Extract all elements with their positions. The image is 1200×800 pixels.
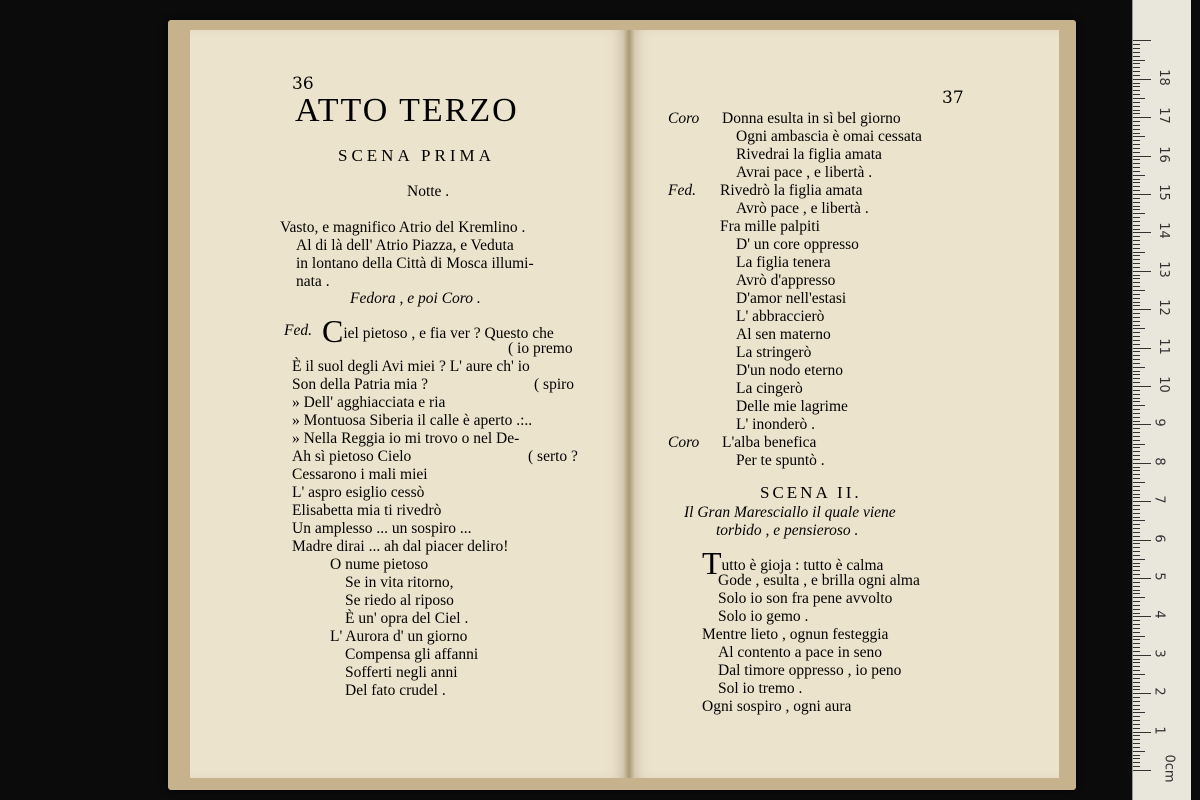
ruler-tick <box>1133 225 1140 226</box>
ruler-number: 3 <box>1151 649 1167 658</box>
ruler-tick <box>1133 758 1140 759</box>
ruler-tick <box>1133 374 1140 375</box>
ruler-tick <box>1133 474 1140 475</box>
ruler-tick <box>1133 655 1151 656</box>
verse-text: iel pietoso , e fia ver ? Questo che <box>343 325 554 342</box>
ruler-tick <box>1133 609 1140 610</box>
stage-time: Notte . <box>407 183 450 200</box>
ruler-tick <box>1133 762 1140 763</box>
ruler-tick <box>1133 259 1140 260</box>
verse-line: Avrai pace , e libertà . <box>736 164 873 181</box>
ruler-tick <box>1133 129 1140 130</box>
ruler-tick <box>1133 209 1140 210</box>
verse-line: O nume pietoso <box>330 556 429 573</box>
ruler-tick <box>1133 217 1140 218</box>
verse-line: Rivedrai la figlia amata <box>736 146 882 163</box>
verse-line: Elisabetta mia ti rivedrò <box>292 502 442 519</box>
ruler-tick <box>1133 486 1140 487</box>
ruler-tick <box>1133 482 1145 483</box>
ruler-tick <box>1133 198 1140 199</box>
verse-line: » Montuosa Siberia il calle è aperto .:.. <box>292 412 533 429</box>
verse-line: Donna esulta in sì bel giorno <box>722 110 901 127</box>
verse-line: Cessarono i mali miei <box>292 466 428 483</box>
verse-text: utto è gioja : tutto è calma <box>721 557 884 574</box>
ruler-tick <box>1133 298 1140 299</box>
ruler-tick <box>1133 390 1140 391</box>
ruler-tick <box>1133 179 1140 180</box>
ruler-tick <box>1133 163 1140 164</box>
verse-line: Avrò pace , e libertà . <box>736 200 869 217</box>
ruler-tick <box>1133 686 1140 687</box>
verse-line: » Dell' agghiacciata e ria <box>292 394 446 411</box>
ruler-tick <box>1133 48 1140 49</box>
ruler-tick <box>1133 662 1140 663</box>
ruler-tick <box>1133 467 1140 468</box>
stage-direction-line: Al di là dell' Atrio Piazza, e Veduta <box>296 237 514 254</box>
ruler-tick <box>1133 643 1140 644</box>
drop-cap: T <box>702 545 722 581</box>
ruler-tick <box>1133 444 1145 445</box>
ruler-tick <box>1133 63 1140 64</box>
ruler-number: 12 <box>1155 299 1171 316</box>
ruler-number: 15 <box>1155 184 1171 201</box>
ruler-tick <box>1133 712 1145 713</box>
ruler-tick <box>1133 125 1140 126</box>
ruler-number: 0cm <box>1161 754 1177 783</box>
ruler-tick <box>1133 248 1140 249</box>
ruler-tick <box>1133 582 1140 583</box>
ruler-tick <box>1133 194 1151 195</box>
ruler-tick <box>1133 447 1140 448</box>
ruler-tick <box>1133 766 1140 767</box>
ruler-number: 18 <box>1155 69 1171 86</box>
ruler-tick <box>1133 632 1140 633</box>
ruler-tick <box>1133 148 1140 149</box>
ruler-tick <box>1133 497 1140 498</box>
ruler-tick <box>1133 278 1140 279</box>
ruler-number: 2 <box>1151 687 1167 696</box>
characters-line: Fedora , e poi Coro . <box>350 290 481 307</box>
ruler-tick <box>1133 620 1140 621</box>
ruler-number: 7 <box>1151 495 1167 504</box>
scene-title: SCENA PRIMA <box>338 146 495 165</box>
ruler-tick <box>1133 213 1145 214</box>
ruler-tick <box>1133 555 1140 556</box>
ruler-tick <box>1133 543 1140 544</box>
ruler-tick <box>1133 636 1145 637</box>
ruler-tick <box>1133 647 1140 648</box>
act-title: ATTO TERZO <box>295 92 519 129</box>
verse-line: La figlia tenera <box>736 254 831 271</box>
ruler-tick <box>1133 56 1140 57</box>
verse-line: Sol io tremo . <box>718 680 803 697</box>
speaker-label: Fed. <box>668 182 696 199</box>
ruler-tick <box>1133 252 1145 253</box>
ruler-tick <box>1133 351 1140 352</box>
ruler-tick <box>1133 90 1140 91</box>
ruler-tick <box>1133 152 1140 153</box>
ruler-tick <box>1133 682 1140 683</box>
speaker-label: Coro <box>668 434 700 451</box>
ruler-tick <box>1133 232 1151 233</box>
verse-line: Madre dirai ... ah dal piacer deliro! <box>292 538 509 555</box>
measurement-ruler <box>1132 0 1191 800</box>
ruler-tick <box>1133 417 1140 418</box>
ruler-tick <box>1133 578 1151 579</box>
ruler-tick <box>1133 524 1140 525</box>
verse-line: L' Aurora d' un giorno <box>330 628 468 645</box>
verse-line: D' un core oppresso <box>736 236 859 253</box>
ruler-tick <box>1133 494 1140 495</box>
ruler-tick <box>1133 140 1140 141</box>
ruler-tick <box>1133 709 1140 710</box>
ruler-tick <box>1133 71 1140 72</box>
ruler-tick <box>1133 98 1145 99</box>
ruler-tick <box>1133 432 1140 433</box>
ruler-tick <box>1133 110 1140 111</box>
ruler-tick <box>1133 332 1140 333</box>
ruler-tick <box>1133 186 1140 187</box>
verse-line: Un amplesso ... un sospiro ... <box>292 520 472 537</box>
ruler-tick <box>1133 436 1140 437</box>
verse-line: ( io premo <box>508 340 573 357</box>
verse-line: Gode , esulta , e brilla ogni alma <box>718 572 920 589</box>
ruler-tick <box>1133 271 1151 272</box>
ruler-tick <box>1133 263 1140 264</box>
ruler-tick <box>1133 513 1140 514</box>
ruler-tick <box>1133 83 1140 84</box>
ruler-tick <box>1133 455 1140 456</box>
ruler-tick <box>1133 421 1140 422</box>
ruler-tick <box>1133 267 1140 268</box>
speaker-label: Fed. <box>284 322 312 339</box>
ruler-tick <box>1133 182 1140 183</box>
stage-direction-line: Il Gran Maresciallo il quale viene <box>684 504 896 521</box>
ruler-tick <box>1133 348 1151 349</box>
ruler-tick <box>1133 616 1151 617</box>
verse-line: La cingerò <box>736 380 803 397</box>
ruler-tick <box>1133 701 1140 702</box>
ruler-tick <box>1133 440 1140 441</box>
book-gutter <box>624 30 634 778</box>
ruler-tick <box>1133 520 1145 521</box>
verse-line: L'alba benefica <box>722 434 817 451</box>
ruler-tick <box>1133 344 1140 345</box>
ruler-tick <box>1133 394 1140 395</box>
ruler-tick <box>1133 590 1140 591</box>
stage-direction-line: torbido , e pensieroso . <box>716 522 859 539</box>
ruler-tick <box>1133 613 1140 614</box>
ruler-tick <box>1133 559 1145 560</box>
verse-line: Son della Patria mia ? <box>292 376 429 393</box>
ruler-tick <box>1133 282 1140 283</box>
verse-line: Se riedo al riposo <box>345 592 454 609</box>
verse-line: Mentre lieto , ognun festeggia <box>702 626 889 643</box>
ruler-tick <box>1133 102 1140 103</box>
ruler-tick <box>1133 574 1140 575</box>
ruler-tick <box>1133 743 1140 744</box>
verse-line: Avrò d'appresso <box>736 272 836 289</box>
stage-direction-line: in lontano della Città di Mosca illumi- <box>296 255 534 272</box>
ruler-tick <box>1133 509 1140 510</box>
ruler-tick <box>1133 478 1140 479</box>
ruler-tick <box>1133 728 1140 729</box>
ruler-tick <box>1133 566 1140 567</box>
ruler-number: 1 <box>1151 725 1167 735</box>
verse-line: Compensa gli affanni <box>345 646 479 663</box>
ruler-tick <box>1133 121 1140 122</box>
ruler-tick <box>1133 536 1140 537</box>
ruler-tick <box>1133 755 1140 756</box>
ruler-tick <box>1133 133 1140 134</box>
verse-line: Per te spuntò . <box>736 452 825 469</box>
ruler-tick <box>1133 44 1140 45</box>
ruler-tick <box>1133 659 1140 660</box>
ruler-number: 11 <box>1155 337 1171 355</box>
ruler-tick <box>1133 628 1140 629</box>
verse-line: Se in vita ritorno, <box>345 574 454 591</box>
ruler-tick <box>1133 52 1140 53</box>
ruler-tick <box>1133 240 1140 241</box>
ruler-tick <box>1133 60 1145 61</box>
verse-line: L' inonderò . <box>736 416 815 433</box>
ruler-tick <box>1133 67 1140 68</box>
ruler-tick <box>1133 624 1140 625</box>
ruler-tick <box>1133 75 1140 76</box>
ruler-number: 5 <box>1151 572 1167 581</box>
ruler-tick <box>1133 386 1151 387</box>
ruler-tick <box>1133 601 1140 602</box>
ruler-tick <box>1133 275 1140 276</box>
ruler-tick <box>1133 639 1140 640</box>
ruler-tick <box>1133 167 1140 168</box>
ruler-tick <box>1133 689 1140 690</box>
ruler-tick <box>1133 236 1140 237</box>
ruler-tick <box>1133 144 1140 145</box>
ruler-tick <box>1133 547 1140 548</box>
ruler-tick <box>1133 528 1140 529</box>
ruler-tick <box>1133 206 1140 207</box>
verse-line: Ogni sospiro , ogni aura <box>702 698 852 715</box>
ruler-tick <box>1133 325 1140 326</box>
ruler-tick <box>1133 359 1140 360</box>
page-number-left: 36 <box>292 74 314 94</box>
ruler-tick <box>1133 451 1140 452</box>
ruler-tick <box>1133 413 1140 414</box>
ruler-tick <box>1133 363 1140 364</box>
ruler-tick <box>1133 470 1140 471</box>
ruler-number: 8 <box>1151 457 1167 466</box>
ruler-tick <box>1133 720 1140 721</box>
ruler-tick <box>1133 398 1140 399</box>
ruler-tick <box>1133 501 1151 502</box>
ruler-tick <box>1133 159 1140 160</box>
ruler-tick <box>1133 336 1140 337</box>
verse-line: D'amor nell'estasi <box>736 290 847 307</box>
ruler-tick <box>1133 505 1140 506</box>
verse-line: Delle mie lagrime <box>736 398 848 415</box>
ruler-tick <box>1133 751 1145 752</box>
ruler-tick <box>1133 597 1145 598</box>
ruler-tick <box>1133 747 1140 748</box>
ruler-tick <box>1133 156 1151 157</box>
ruler-number: 10 <box>1155 376 1171 393</box>
ruler-tick <box>1133 117 1151 118</box>
ruler-tick <box>1133 716 1140 717</box>
ruler-tick <box>1133 570 1140 571</box>
ruler-tick <box>1133 490 1140 491</box>
ruler-tick <box>1133 113 1140 114</box>
ruler-tick <box>1133 175 1145 176</box>
ruler-tick <box>1133 86 1140 87</box>
page-number-right: 37 <box>942 88 964 108</box>
verse-line: Dal timore oppresso , io peno <box>718 662 902 679</box>
ruler-tick <box>1133 106 1140 107</box>
verse-line: » Nella Reggia io mi trovo o nel De- <box>292 430 520 447</box>
ruler-tick <box>1133 651 1140 652</box>
ruler-tick <box>1133 244 1140 245</box>
ruler-tick <box>1133 340 1140 341</box>
ruler-tick <box>1133 666 1140 667</box>
ruler-tick <box>1133 424 1151 425</box>
ruler-tick <box>1133 401 1140 402</box>
ruler-tick <box>1133 294 1140 295</box>
ruler-tick <box>1133 517 1140 518</box>
ruler-tick <box>1133 309 1151 310</box>
ruler-tick <box>1133 371 1140 372</box>
ruler-tick <box>1133 735 1140 736</box>
verse-line: Al sen materno <box>736 326 831 343</box>
ruler-tick <box>1133 678 1140 679</box>
ruler-tick <box>1133 540 1151 541</box>
verse-line: L' abbraccierò <box>736 308 825 325</box>
ruler-number: 9 <box>1151 418 1167 428</box>
ruler-tick <box>1133 739 1140 740</box>
speaker-label: Coro <box>668 110 700 127</box>
ruler-number: 16 <box>1155 145 1171 163</box>
verse-line: Solo io gemo . <box>718 608 809 625</box>
ruler-tick <box>1133 693 1151 694</box>
verse-line: ( serto ? <box>528 448 578 465</box>
verse-line: La stringerò <box>736 344 812 361</box>
ruler-tick <box>1133 378 1140 379</box>
ruler-tick <box>1133 355 1140 356</box>
ruler-tick <box>1133 286 1140 287</box>
scene-heading: SCENA II. <box>760 483 862 502</box>
ruler-number: 17 <box>1155 107 1171 124</box>
ruler-tick <box>1133 94 1140 95</box>
ruler-number: 14 <box>1155 222 1171 240</box>
ruler-tick <box>1133 405 1145 406</box>
ruler-tick <box>1133 190 1140 191</box>
ruler-tick <box>1133 171 1140 172</box>
verse-line: È il suol degli Avi miei ? L' aure ch' io <box>292 358 530 375</box>
ruler-tick <box>1133 321 1140 322</box>
ruler-tick <box>1133 40 1151 41</box>
ruler-tick <box>1133 302 1140 303</box>
verse-line: Fra mille palpiti <box>720 218 820 235</box>
verse-line: È un' opra del Ciel . <box>345 610 469 627</box>
verse-line: Ogni ambascia è omai cessata <box>736 128 922 145</box>
ruler-tick <box>1133 605 1140 606</box>
ruler-tick <box>1133 770 1151 771</box>
ruler-tick <box>1133 382 1140 383</box>
ruler-tick <box>1133 459 1140 460</box>
ruler-tick <box>1133 229 1140 230</box>
ruler-tick <box>1133 202 1140 203</box>
ruler-tick <box>1133 409 1140 410</box>
ruler-tick <box>1133 724 1140 725</box>
ruler-tick <box>1133 551 1140 552</box>
drop-cap: C <box>322 313 344 349</box>
ruler-tick <box>1133 563 1140 564</box>
ruler-tick <box>1133 697 1140 698</box>
ruler-tick <box>1133 255 1140 256</box>
ruler-tick <box>1133 428 1140 429</box>
ruler-tick <box>1133 317 1140 318</box>
verse-line: Del fato crudel . <box>345 682 446 699</box>
ruler-tick <box>1133 705 1140 706</box>
ruler-tick <box>1133 586 1140 587</box>
ruler-tick <box>1133 290 1145 291</box>
verse-line: Al contento a pace in seno <box>718 644 882 661</box>
ruler-tick <box>1133 532 1140 533</box>
ruler-tick <box>1133 670 1140 671</box>
verse-line: ( spiro <box>534 376 575 393</box>
stage-direction-line: Vasto, e magnifico Atrio del Kremlino . <box>280 219 526 236</box>
ruler-tick <box>1133 221 1140 222</box>
verse-line: Sofferti negli anni <box>345 664 458 681</box>
ruler-tick <box>1133 305 1140 306</box>
ruler-tick <box>1133 593 1140 594</box>
ruler-tick <box>1133 367 1145 368</box>
ruler-number: 13 <box>1155 261 1171 278</box>
verse-line: Ah sì pietoso Cielo <box>292 448 412 465</box>
ruler-tick <box>1133 136 1145 137</box>
verse-line: Rivedrò la figlia amata <box>720 182 863 199</box>
ruler-tick <box>1133 313 1140 314</box>
verse-line: D'un nodo eterno <box>736 362 843 379</box>
ruler-number: 6 <box>1151 533 1167 543</box>
ruler-tick <box>1133 328 1145 329</box>
ruler-tick <box>1133 79 1151 80</box>
ruler-tick <box>1133 674 1145 675</box>
verse-line: Solo io son fra pene avvolto <box>718 590 893 607</box>
ruler-tick <box>1133 463 1151 464</box>
ruler-number: 4 <box>1151 610 1167 620</box>
verse-line: L' aspro esiglio cessò <box>292 484 425 501</box>
ruler-tick <box>1133 732 1151 733</box>
stage-direction-line: nata . <box>296 273 330 290</box>
